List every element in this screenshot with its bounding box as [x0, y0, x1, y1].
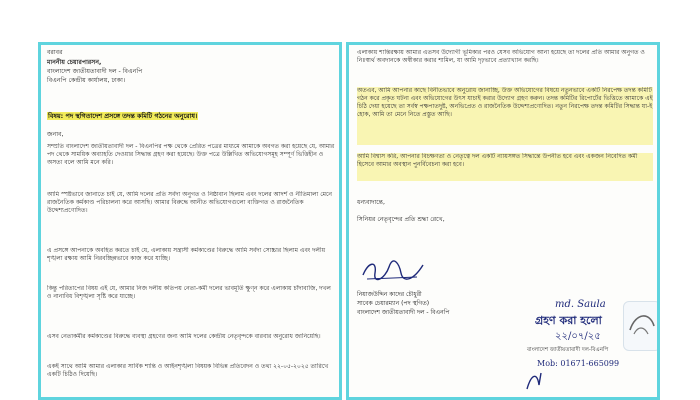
- letter-page-2: [346, 42, 660, 400]
- receipt-office: বাংলাদেশ জাতীয়তাবাদী দল-বিএনপি: [527, 347, 609, 353]
- paragraph: এলাকায় শান্তিরক্ষায় আমার এতসব উদ্যোগী ভূমিকার পরও যেসব অভিযোগ আনা হয়েছে তা দলের প্রতি আমার অনুগত ও নিঃস্বার্থ অবদানকে অস্বীকার করার শামিল, যা আমি দৃঢ়ভাবে প্রত্যাখ্যান করছি।: [357, 49, 645, 65]
- paragraph: কিন্তু পরিতাপের বিষয় এই যে, আমার নিজ দলীয় কতিপয় নেতা-কর্মী দলের ভাবমূর্তি ক্ষুণ্ন করে এলাকায় চাঁদাবাজি, দখল ও নানাবিধ বিশৃঙ্খলা সৃষ্টি করে যাচ্ছে।: [47, 285, 331, 301]
- letter-subject: [47, 111, 339, 121]
- signatory-name: নিয়াজউদ্দিন কাদের চৌধুরী: [357, 291, 422, 298]
- recipient-line: বরাবর: [47, 49, 63, 56]
- paragraph-highlighted: অতএব, আমি আপনার কাছে বিনীতভাবে অনুরোধ জানাচ্ছি, উক্ত অভিযোগের বিষয়ে নতুনভাবে একটি নিরপেক্ষ তদন্ত কমিটি গঠন করে প্রকৃত ঘটনা এবং অভিযোগের উৎস যাচাই করার উদ্যোগ গ্রহণ করুন। তদন্ত কমিটির রিপোর্টের ভিত্তিতে আমাকে এই চিঠি দেয়া হয়েছে তা সর্বস্ব পক্ষপাতদুষ্ট, অনভিপ্রেত ও রাজনৈতিক উদ্দেশ্যপ্রণোদিত। নতুন নিরপেক্ষ তদন্ত কমিটির সিদ্ধান্ত যা-ই হোক, আমি তা মেনে নিতে প্রস্তুত আছি।: [357, 87, 653, 145]
- receipt-date: ২২/০৭/২৫: [555, 331, 601, 342]
- receipt-text: গ্রহণ করা হলো: [535, 314, 602, 327]
- letter-page-1: [38, 42, 342, 400]
- salutation: জনাব,: [47, 131, 64, 138]
- regards: সিনিয়র নেতৃবৃন্দের প্রতি শ্রদ্ধা রেখে,: [357, 216, 445, 223]
- receipt-name: md. Saula: [555, 299, 606, 310]
- receipt-phone: Mob: 01671-665099: [537, 359, 620, 368]
- paragraph-highlighted: আমি বিশ্বাস করি, আপনার বিচক্ষণতা ও নেতৃত্বে দল একটি ন্যায়সঙ্গত সিদ্ধান্তে উপনীত হবে এবং একজন নিবেদিত কর্মী হিসেবে আমার অবস্থান পুনর্বিবেচনা করা হবে।: [357, 153, 653, 181]
- paragraph: একই সাথে আমি আমার এলাকার সার্বিক শান্তি ও আইনশৃঙ্খলা বিষয়ক বিভিন্ন প্রতিবেদন ও তথ্য ২২-০৫-২০২৫ তারিখে একটি চিঠিও দিয়েছি।: [47, 363, 329, 379]
- finger-icon: [624, 302, 660, 350]
- scribble-icon: [525, 365, 565, 393]
- closing: ধন্যবাদান্তে,: [357, 199, 385, 206]
- signatory-title: সাবেক চেয়ারম্যান (পদ স্থগিত): [357, 300, 430, 307]
- paragraph: সম্প্রতি বাংলাদেশ জাতীয়তাবাদী দল - বিএনপির পক্ষ থেকে প্রেরিত পত্রের মাধ্যমে আমাকে অবগত করা হয়েছে যে, আমার পদ থেকে সাময়িক অব্যাহতি দেওয়ার সিদ্ধান্ত গ্রহণ করা হয়েছে। উক্ত পত্রে উল্লিখিত অভিযোগসমূহ সম্পূর্ণ ভিত্তিহীন ও অসত্য বলে আমি মনে করি।: [47, 143, 335, 167]
- paragraph: এ প্রসঙ্গে আপনাকে অবহিত করতে চাই যে, এলাকায় সন্ত্রাসী কর্মকাণ্ডের বিরুদ্ধে আমি সর্বদা সোচ্চার ছিলাম এবং দলীয় শৃঙ্খলা রক্ষায় আমি নিরবচ্ছিন্নভাবে কাজ করে যাচ্ছি।: [47, 247, 326, 263]
- recipient-line: বাংলাদেশ জাতীয়তাবাদী দল - বিএনপি: [47, 68, 143, 75]
- phone-overlay: [623, 301, 660, 351]
- recipient-line: মাননীয় চেয়ারপারসন,: [47, 59, 102, 66]
- recipient-line: বিএনপি কেন্দ্রীয় কার্যালয়, ঢাকা।: [47, 77, 126, 84]
- signature-icon: [359, 257, 429, 285]
- paragraph: আমি স্পষ্টভাবে জানাতে চাই যে, আমি দলের প্রতি সর্বদা অনুগত ও নিষ্ঠাবান ছিলাম এবং দলের আদর্শ ও নীতিমালা মেনে রাজনৈতিক কর্মকাণ্ড পরিচালনা করে আসছি। আমার বিরুদ্ধে আনীত অভিযোগগুলো ব্যক্তিগত ও রাজনৈতিক উদ্দেশ্যপ্রণোদিত।: [47, 191, 332, 215]
- signatory-party: বাংলাদেশ জাতীয়তাবাদী দল - বিএনপি: [357, 309, 450, 316]
- letter-subject-text: বিষয়: পদ স্থগিতাদেশ প্রসঙ্গে তদন্ত কমিটি গঠনের অনুরোধ।: [48, 112, 198, 120]
- paragraph: এসব নেতাকর্মীর কর্মকাণ্ডের বিরুদ্ধে ব্যবস্থা গ্রহণের জন্য আমি দলের কেন্দ্রীয় নেতৃবৃন্দকে বারবার অনুরোধ জানিয়েছি।: [47, 333, 321, 340]
